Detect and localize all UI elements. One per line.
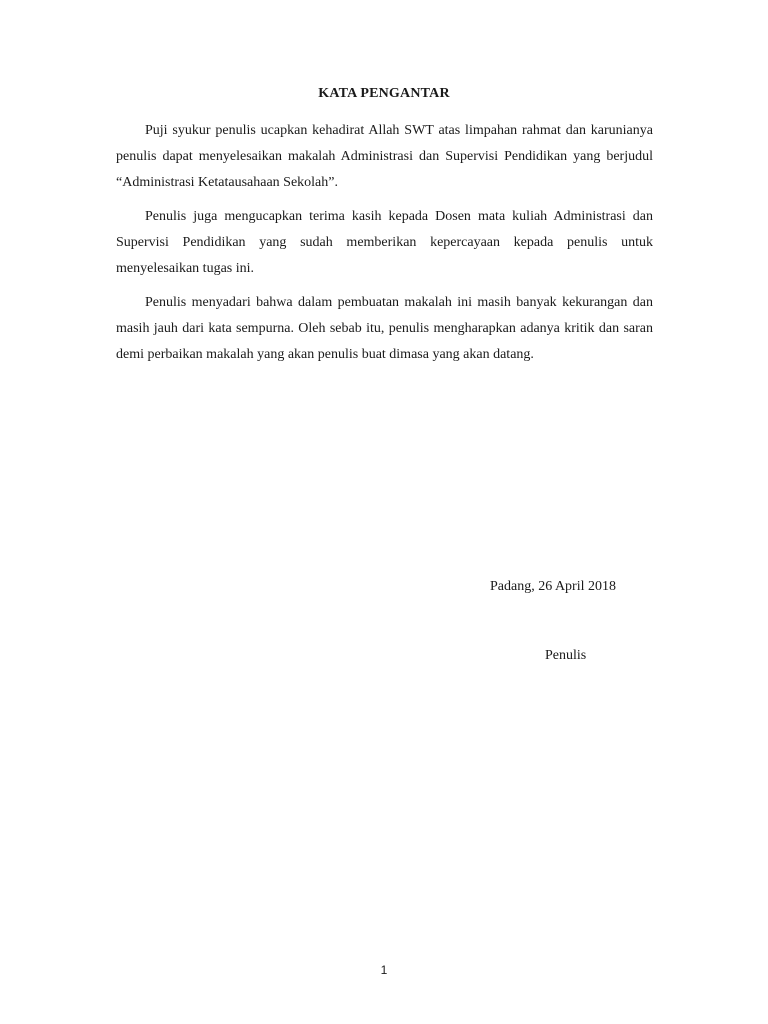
signature-label: Penulis (545, 648, 587, 663)
page-title: KATA PENGANTAR (318, 86, 450, 101)
page-number: 1 (380, 963, 388, 977)
paragraph-2: Penulis juga mengucapkan terima kasih kepada Dosen mata kuliah Administrasi dan Supervisi Pendidikan yang sudah memberikan kepercayaan kepada penulis untuk menyelesaikan tugas ini. (116, 209, 653, 276)
place-date: Padang, 26 April 2018 (490, 579, 616, 594)
body-text (116, 118, 653, 376)
paragraph-3: Penulis menyadari bahwa dalam pembuatan makalah ini masih banyak kekurangan dan masih jauh dari kata sempurna. Oleh sebab itu, penulis mengharapkan adanya kritik dan saran demi perbaikan makalah yang akan penulis buat dimasa yang akan datang. (116, 295, 653, 362)
paragraph-1: Puji syukur penulis ucapkan kehadirat Allah SWT atas limpahan rahmat dan karunianya penulis dapat menyelesaikan makalah Administrasi dan Supervisi Pendidikan yang berjudul “Administrasi Ketatausahaan Sekolah”. (116, 123, 653, 190)
